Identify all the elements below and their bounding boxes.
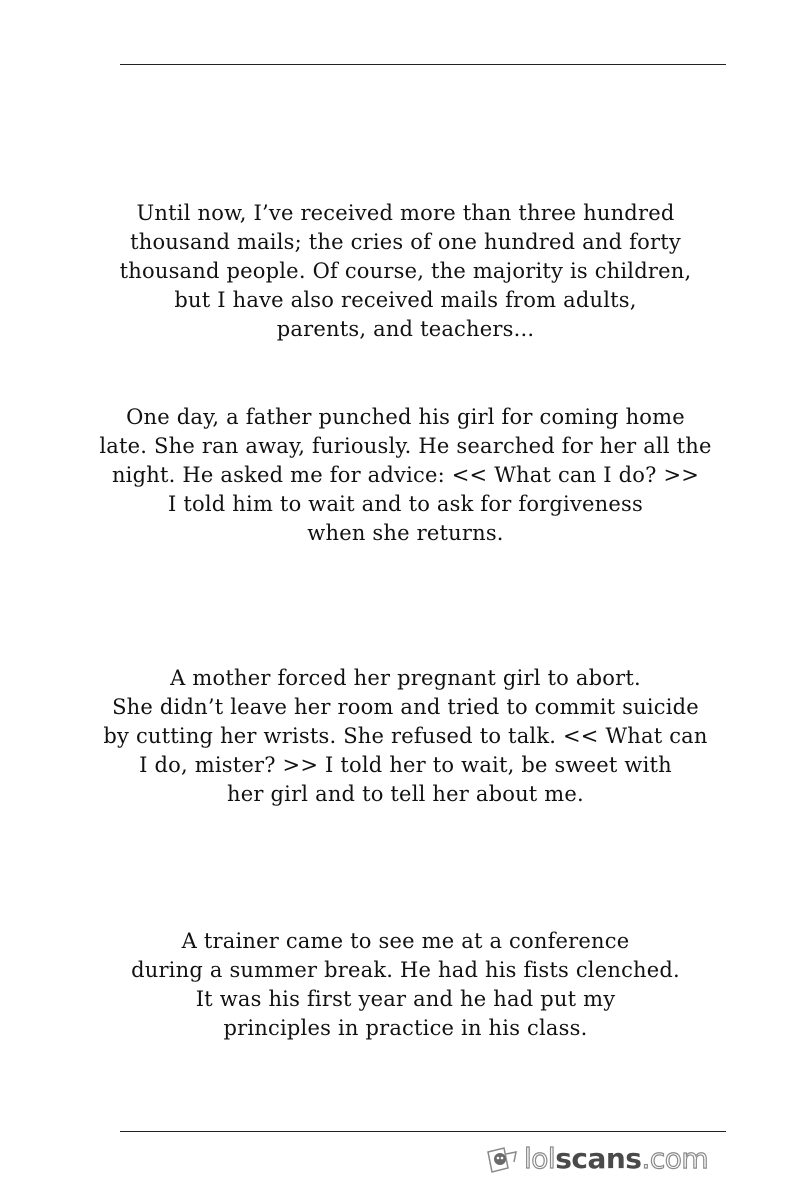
text-line: thousand people. Of course, the majority is children, (119, 259, 692, 283)
text-line: but I have also received mails from adults, (174, 288, 637, 312)
text-line: by cutting her wrists. She refused to talk. << What can (103, 724, 708, 748)
text-line: I told him to wait and to ask for forgiveness (168, 492, 643, 516)
paragraph-father (40, 403, 771, 548)
text-line: thousand mails; the cries of one hundred and forty (130, 230, 681, 254)
paragraph-mother (40, 664, 771, 809)
text-line: late. She ran away, furiously. He searched for her all the (99, 434, 712, 458)
paragraph-mail-count (40, 199, 771, 344)
scanlator-watermark (484, 1138, 708, 1178)
lolscans-logo-icon (484, 1142, 520, 1174)
watermark-text (524, 1142, 708, 1175)
top-divider (120, 64, 726, 65)
text-line: principles in practice in his class. (223, 1016, 588, 1040)
text-line: during a summer break. He had his fists clenched. (131, 958, 680, 982)
text-line: She didn’t leave her room and tried to commit suicide (112, 695, 699, 719)
text-line: It was his first year and he had put my (195, 987, 616, 1011)
text-line: A trainer came to see me at a conference (181, 929, 630, 953)
watermark-suffix: .com (641, 1141, 709, 1175)
text-line: when she returns. (307, 521, 504, 545)
watermark-prefix: lol (524, 1141, 556, 1175)
text-line: One day, a father punched his girl for coming home (126, 405, 685, 429)
text-line: her girl and to tell her about me. (227, 782, 584, 806)
watermark-brand: scans (555, 1141, 642, 1175)
text-line: parents, and teachers... (276, 317, 535, 341)
paragraph-trainer (40, 927, 771, 1043)
bottom-divider (120, 1131, 726, 1132)
text-line: I do, mister? >> I told her to wait, be sweet with (139, 753, 672, 777)
text-line: night. He asked me for advice: << What can I do? >> (111, 463, 700, 487)
text-line: A mother forced her pregnant girl to abort. (170, 666, 641, 690)
text-line: Until now, I’ve received more than three hundred (136, 201, 675, 225)
